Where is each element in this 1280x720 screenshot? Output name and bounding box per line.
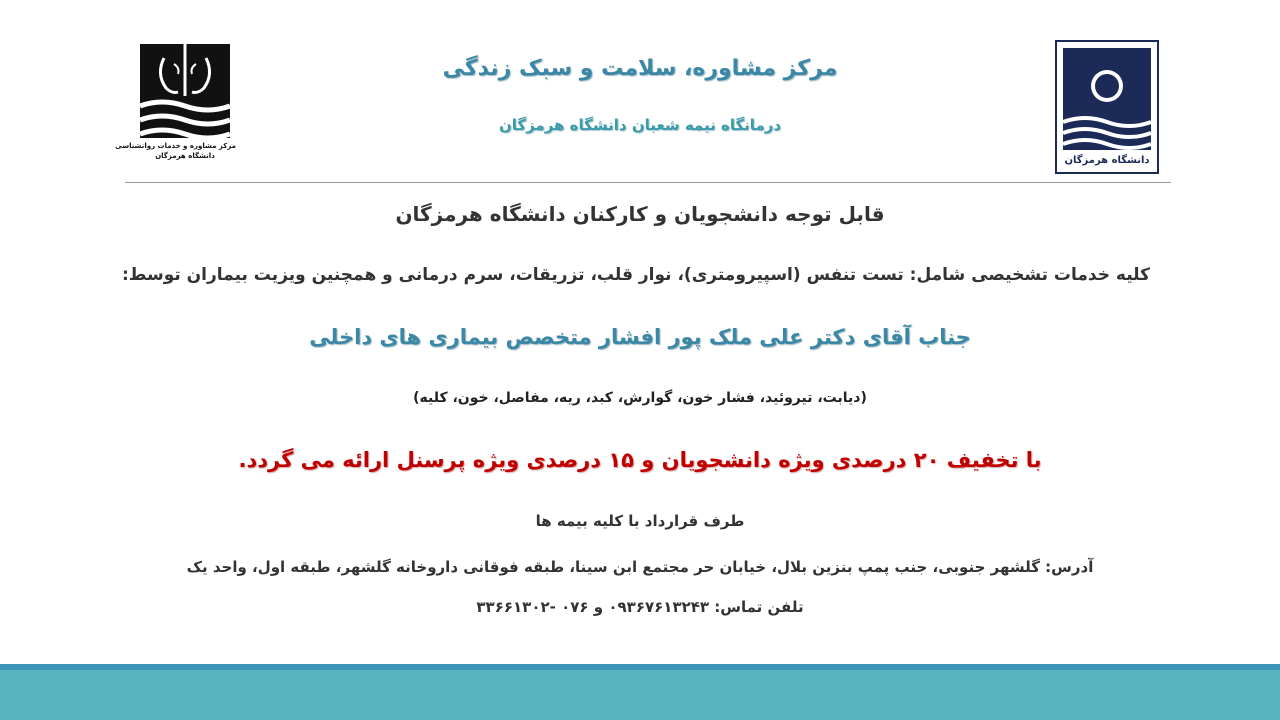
header-divider bbox=[125, 182, 1171, 183]
counseling-logo-caption-line2: دانشگاه هرمزگان bbox=[155, 152, 215, 160]
counseling-center-logo bbox=[115, 44, 236, 164]
services-text: کلیه خدمات تشخیصی شامل: تست تنفس (اسپیرومتری)، نوار قلب، تزریقات، سرم درمانی و همچنین ویزیت بیماران توسط: bbox=[121, 265, 1150, 285]
university-emblem-icon bbox=[1057, 42, 1157, 172]
audience-heading: قابل توجه دانشجویان و کارکنان دانشگاه هرمزگان bbox=[395, 202, 885, 226]
counseling-logo-caption-line1: مرکز مشاوره و خدمات روانشناسی bbox=[115, 142, 236, 150]
address-text: آدرس: گلشهر جنوبی، جنب پمپ بنزین بلال، خیابان حر مجتمع ابن سینا، طبقه فوقانی داروخانه گلشهر، طبقه اول، واحد یک bbox=[186, 558, 1094, 576]
doctor-name: جناب آقای دکتر علی ملک پور افشار متخصص بیماری های داخلی bbox=[309, 325, 971, 349]
phone-text: تلفن تماس: ۰۹۳۶۷۶۱۳۲۴۳ و ۰۷۶ -۳۳۶۶۱۳۰۲ bbox=[476, 598, 804, 616]
specialties-list: (دیابت، تیروئید، فشار خون، گوارش، کبد، ریه، مفاصل، خون، کلیه) bbox=[413, 390, 867, 406]
discount-notice: با تخفیف ۲۰ درصدی ویژه دانشجویان و ۱۵ درصدی ویژه پرسنل ارائه می گردد. bbox=[238, 448, 1042, 472]
insurance-note: طرف قرارداد با کلیه بیمه ها bbox=[535, 512, 745, 530]
university-logo-caption: دانشگاه هرمزگان bbox=[1064, 155, 1150, 166]
clinic-subtitle: درمانگاه نیمه شعبان دانشگاه هرمزگان bbox=[498, 116, 782, 134]
counseling-faces-icon bbox=[134, 44, 236, 140]
university-logo bbox=[1055, 40, 1159, 174]
center-title: مرکز مشاوره، سلامت و سبک زندگی bbox=[442, 56, 838, 81]
footer-band bbox=[0, 670, 1280, 720]
